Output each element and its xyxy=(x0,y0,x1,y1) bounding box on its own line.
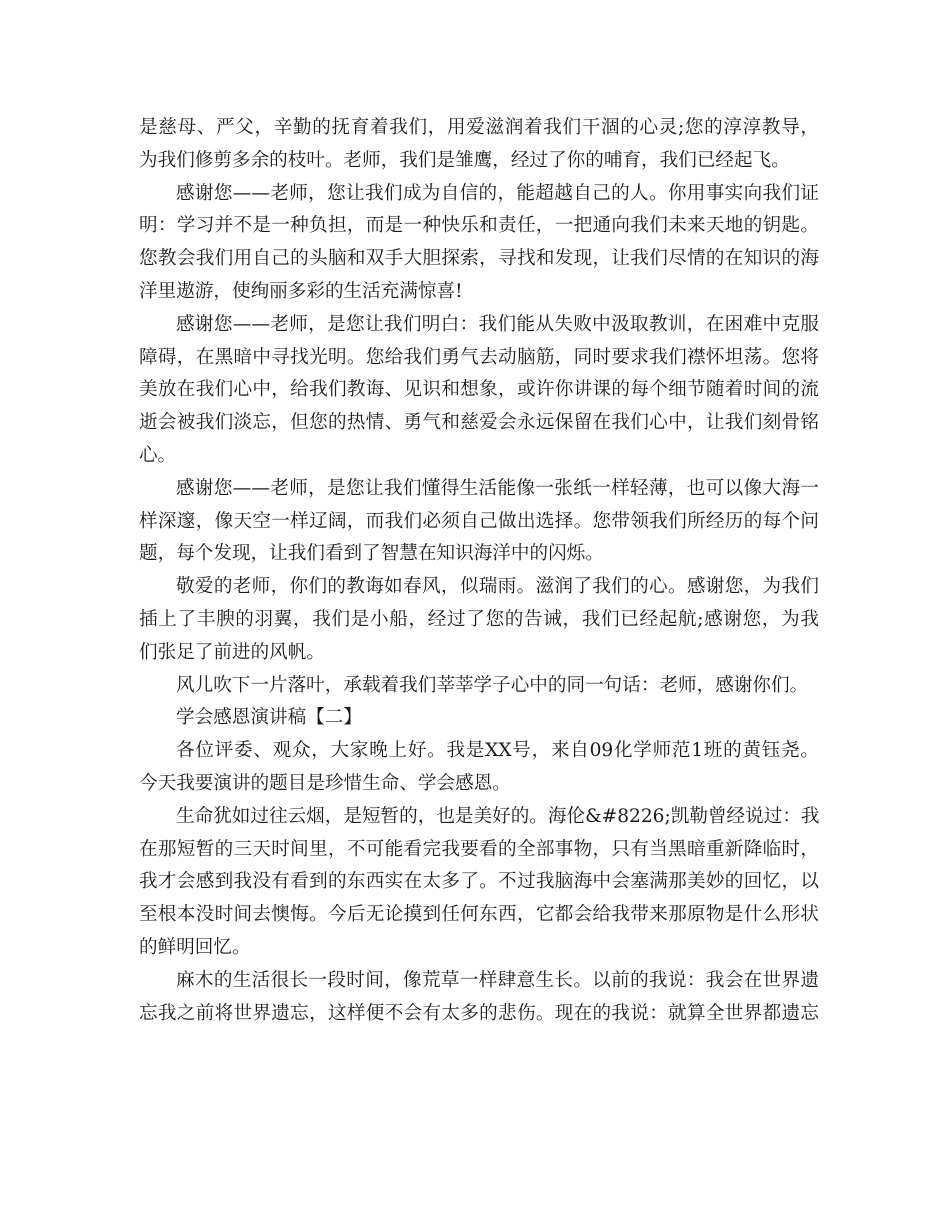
text-line: 至根本没时间去懊悔。今后无论摸到任何东西，它都会给我带来那原物是什么形状 xyxy=(139,904,819,926)
text-line: 障碍，在黑暗中寻找光明。您给我们勇气去动脑筋，同时要求我们襟怀坦荡。您将 xyxy=(139,346,819,368)
text-line: 风儿吹下一片落叶，承载着我们莘莘学子心中的同一句话：老师，感谢你们。 xyxy=(176,674,809,696)
text-line: 美放在我们心中，给我们教诲、见识和想象，或许你讲课的每个细节随着时间的流 xyxy=(139,379,819,401)
text-line: 心。 xyxy=(139,444,177,466)
text-line: 是慈母、严父，辛勤的抚育着我们，用爱滋润着我们干涸的心灵;您的淳淳教导， xyxy=(139,117,819,138)
text-line: 您教会我们用自己的头脑和双手大胆探索，寻找和发现，让我们尽情的在知识的海 xyxy=(139,248,819,270)
text-line: 敬爱的老师，你们的教诲如春风，似瑞雨。滋润了我们的心。感谢您，为我们 xyxy=(176,576,819,598)
text-line: 感谢您——老师，您让我们成为自信的，能超越自己的人。你用事实向我们证 xyxy=(176,182,819,204)
text-line: 今天我要演讲的题目是珍惜生命、学会感恩。 xyxy=(139,772,511,794)
text-line: 感谢您——老师，是您让我们明白：我们能从失败中汲取教训，在困难中克服 xyxy=(176,313,819,335)
text-line: 生命犹如过往云烟，是短暂的，也是美好的。海伦&#8226;凯勒曾经说过：我 xyxy=(176,805,820,827)
text-line: 感谢您——老师，是您让我们懂得生活能像一张纸一样轻薄，也可以像大海一 xyxy=(176,477,819,499)
text-line: 插上了丰腴的羽翼，我们是小船，经过了您的告诫，我们已经起航;感谢您，为我 xyxy=(139,608,819,630)
text-line: 在那短暂的三天时间里，不可能看完我要看的全部事物，只有当黑暗重新降临时， xyxy=(139,838,819,860)
text-line: 的鲜明回忆。 xyxy=(139,936,251,958)
text-line: 忘我之前将世界遗忘，这样便不会有太多的悲伤。现在的我说：就算全世界都遗忘 xyxy=(139,1002,819,1024)
text-line: 样深邃，像天空一样辽阔，而我们必须自己做出选择。您带领我们所经历的每个问 xyxy=(139,510,819,532)
text-line: 学会感恩演讲稿【二】 xyxy=(176,707,362,729)
text-line: 们张足了前进的风帆。 xyxy=(139,641,325,663)
text-line: 各位评委、观众，大家晚上好。我是XX号，来自09化学师范1班的黄钰尧。 xyxy=(176,740,819,762)
text-line: 题，每个发现，让我们看到了智慧在知识海洋中的闪烁。 xyxy=(139,543,604,565)
text-line: 麻木的生活很长一段时间，像荒草一样肆意生长。以前的我说：我会在世界遗 xyxy=(176,969,819,991)
text-line: 逝会被我们淡忘，但您的热情、勇气和慈爱会永远保留在我们心中，让我们刻骨铭 xyxy=(139,412,819,434)
text-line: 我才会感到我没有看到的东西实在太多了。不过我脑海中会塞满那美妙的回忆，以 xyxy=(139,871,819,893)
text-line: 洋里遨游，使绚丽多彩的生活充满惊喜! xyxy=(139,280,463,302)
document-body xyxy=(139,112,819,1030)
text-line: 明：学习并不是一种负担，而是一种快乐和责任，一把通向我们未来天地的钥匙。 xyxy=(139,215,819,237)
text-line: 为我们修剪多余的枝叶。老师，我们是雏鹰，经过了你的哺育，我们已经起飞。 xyxy=(139,149,790,171)
